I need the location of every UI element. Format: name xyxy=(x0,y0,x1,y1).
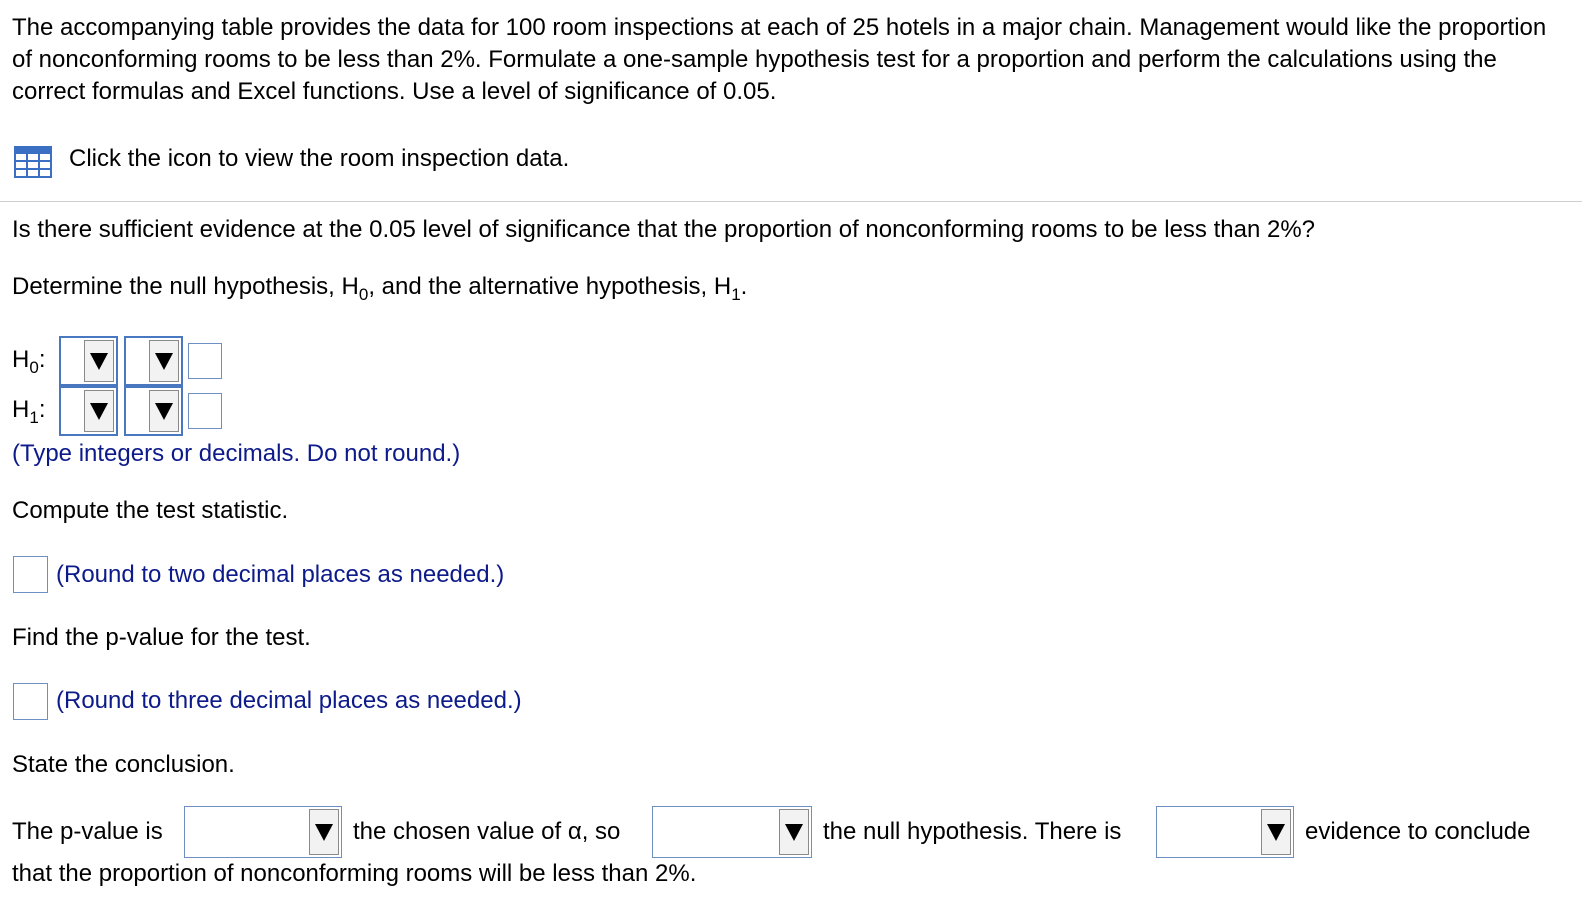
question-text: Is there sufficient evidence at the 0.05 level of significance that the proportion of nonconforming rooms to be less than 2%? xyxy=(12,216,1316,243)
test-statistic-input[interactable] xyxy=(13,556,48,593)
chevron-down-icon xyxy=(309,809,339,855)
p-value-input[interactable] xyxy=(13,683,48,720)
p-value-note: (Round to three decimal places as needed.) xyxy=(56,687,522,714)
h1-value-input[interactable] xyxy=(188,393,222,429)
problem-statement: The accompanying table provides the data for 100 room inspections at each of 25 hotels in a major chain. Management would like the proportion of nonconforming rooms to be less than 2%. Formulate a one-sample hypothesis test for a proportion and perform the calculations using the correct formulas and Excel functions. Use a level of significance of 0.05. xyxy=(12,14,1547,105)
pvalue-comparison-dropdown[interactable] xyxy=(184,806,342,858)
data-link-text[interactable]: Click the icon to view the room inspection data. xyxy=(69,145,570,172)
chevron-down-icon xyxy=(1261,809,1291,855)
conclusion-text-3: the null hypothesis. There is xyxy=(823,818,1122,845)
test-statistic-note: (Round to two decimal places as needed.) xyxy=(56,561,505,588)
p-value-prompt: Find the p-value for the test. xyxy=(12,624,311,651)
conclusion-prompt: State the conclusion. xyxy=(12,751,235,778)
chevron-down-icon xyxy=(84,340,114,382)
conclusion-text-2: the chosen value of α, so xyxy=(353,818,621,845)
chevron-down-icon xyxy=(149,340,179,382)
table-icon[interactable] xyxy=(14,146,52,178)
null-decision-dropdown[interactable] xyxy=(652,806,812,858)
chevron-down-icon xyxy=(149,390,179,432)
hypothesis-note: (Type integers or decimals. Do not round.) xyxy=(12,440,461,467)
test-statistic-prompt: Compute the test statistic. xyxy=(12,497,289,524)
h0-label: $H_0$: xyxy=(12,346,46,377)
conclusion-text-1: The p-value is xyxy=(12,818,163,845)
h0-parameter-dropdown[interactable] xyxy=(59,336,118,386)
hypothesis-instruction: Determine the null hypothesis, $H_0$, and the alternative hypothesis, $H_1$. xyxy=(12,273,748,304)
h0-value-input[interactable] xyxy=(188,343,222,379)
h1-operator-dropdown[interactable] xyxy=(124,386,183,436)
conclusion-text-4: evidence to conclude xyxy=(1305,818,1531,845)
h1-label: $H_1$: xyxy=(12,396,46,427)
h1-parameter-dropdown[interactable] xyxy=(59,386,118,436)
section-divider xyxy=(0,201,1582,202)
chevron-down-icon xyxy=(779,809,809,855)
conclusion-text-5: that the proportion of nonconforming rooms will be less than 2%. xyxy=(12,860,697,887)
chevron-down-icon xyxy=(84,390,114,432)
h0-operator-dropdown[interactable] xyxy=(124,336,183,386)
evidence-dropdown[interactable] xyxy=(1156,806,1294,858)
